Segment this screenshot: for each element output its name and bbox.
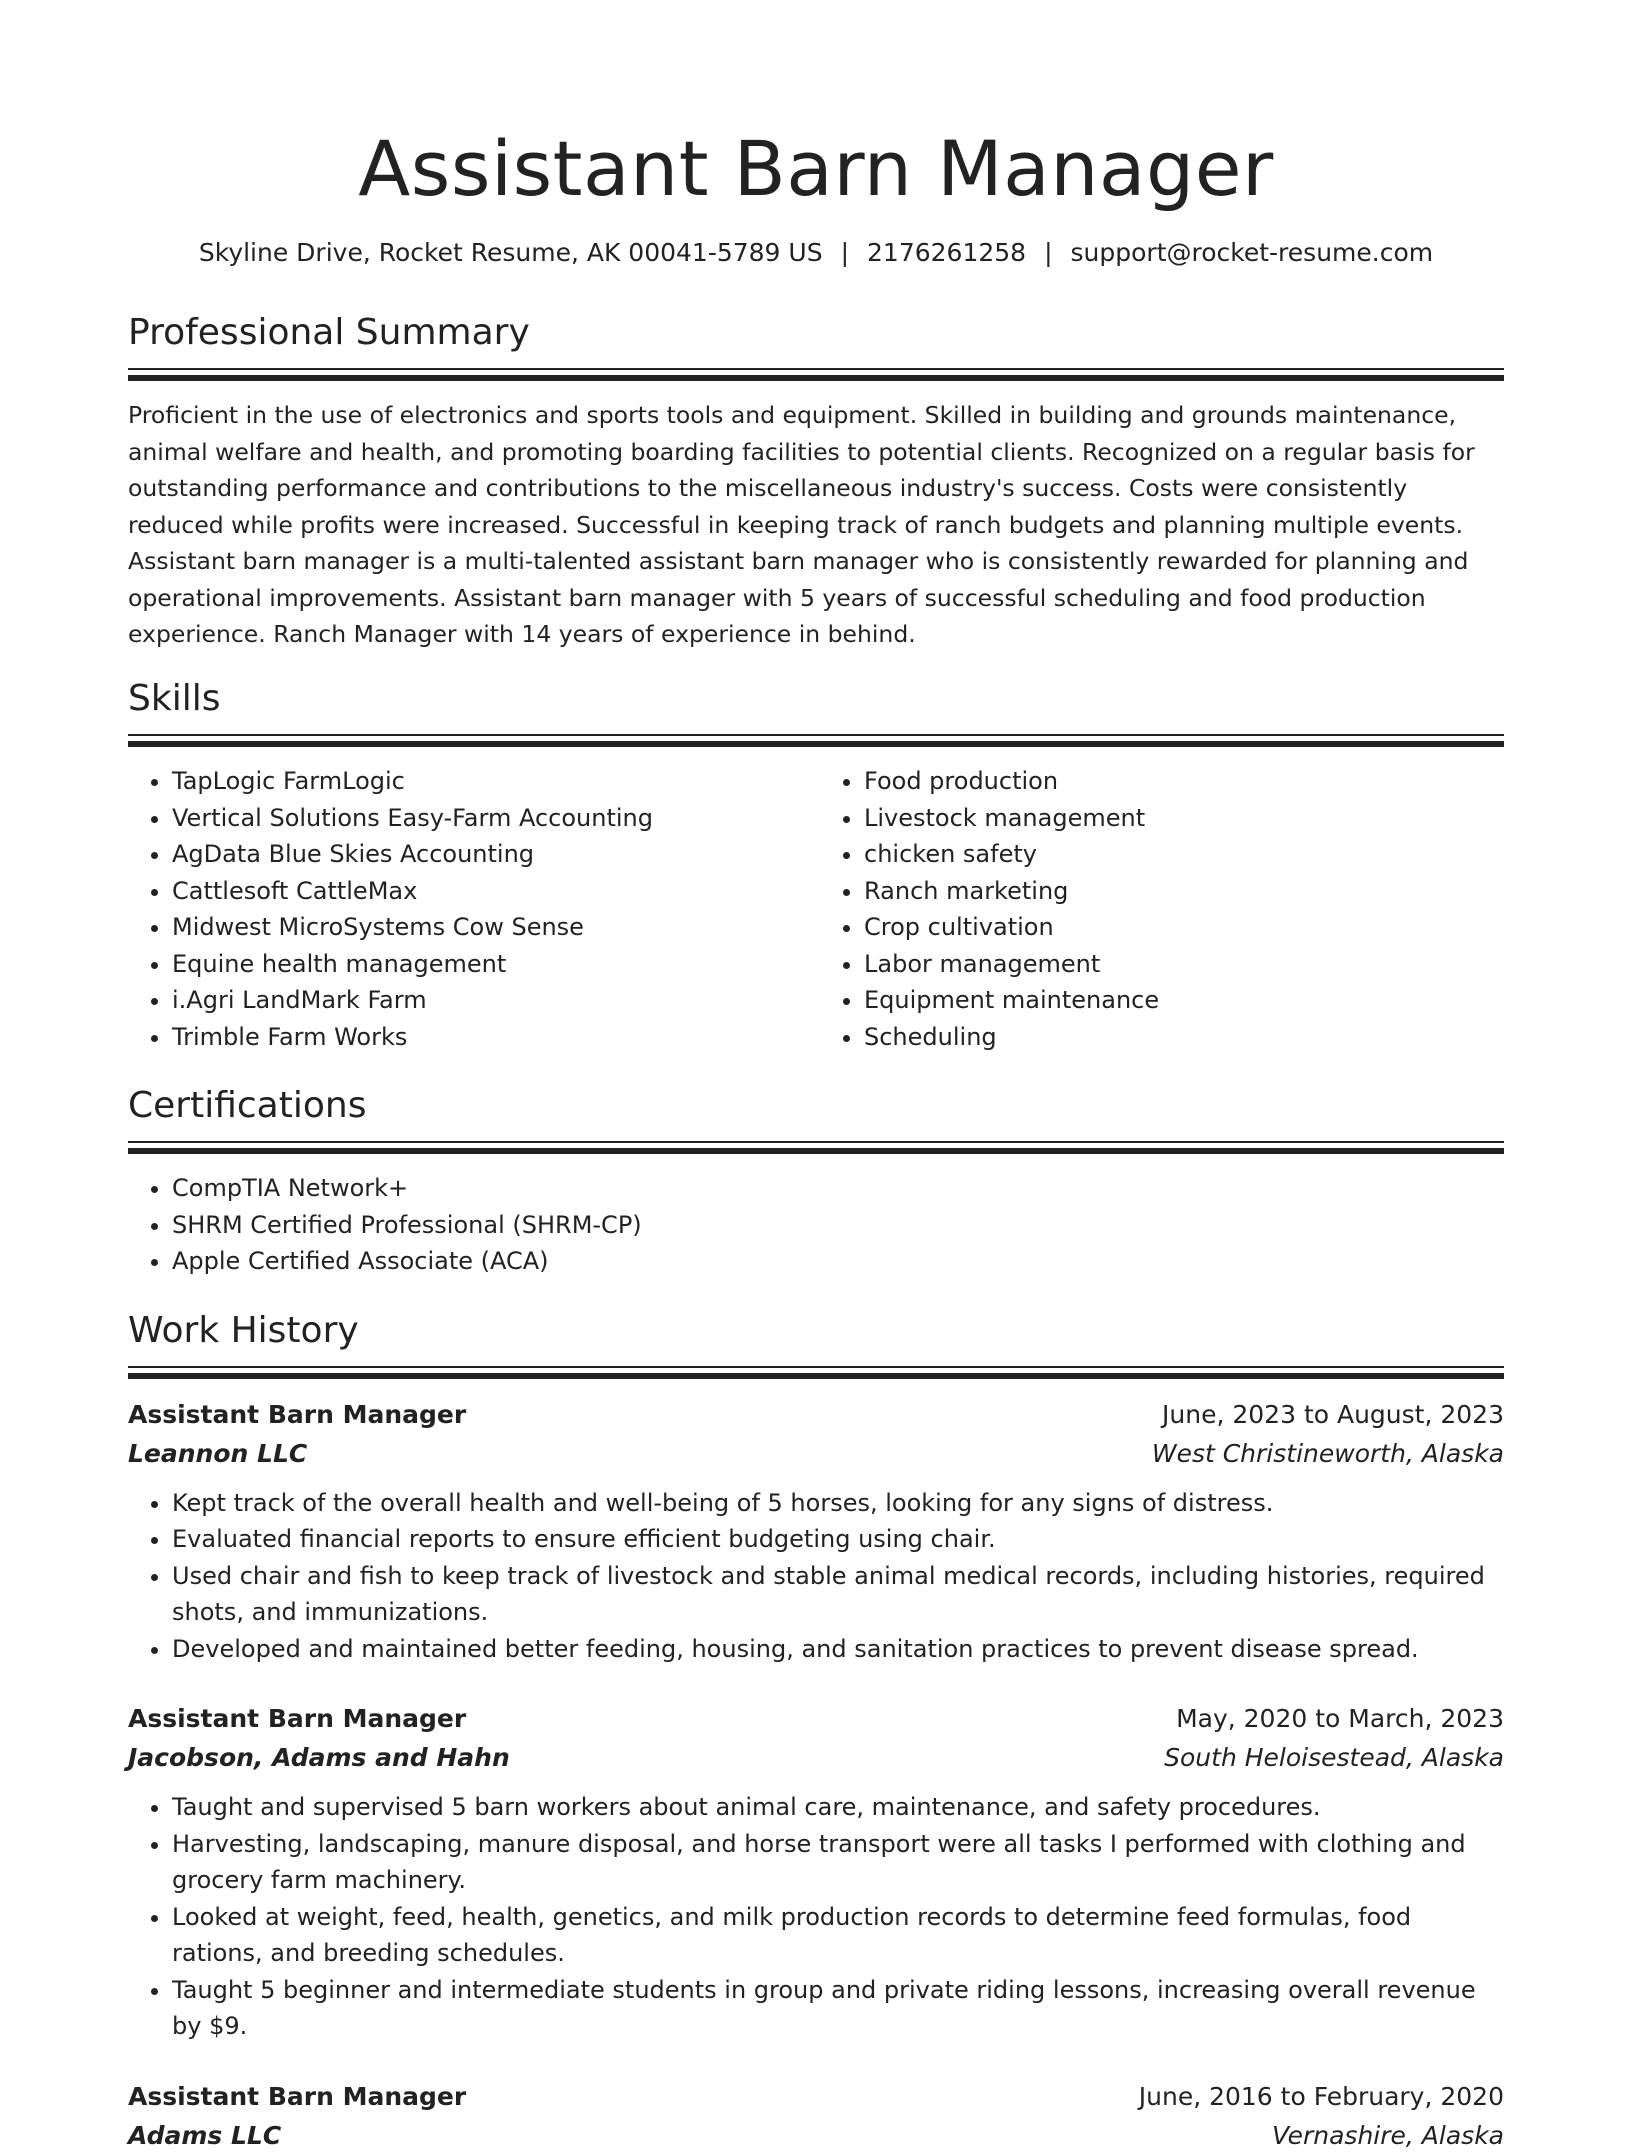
job-dates: June, 2023 to August, 2023 bbox=[1162, 1399, 1504, 1429]
job-header-row bbox=[128, 2077, 1504, 2117]
job-subheader-row bbox=[128, 1435, 1504, 1473]
job-location: Vernashire, Alaska bbox=[1271, 2120, 1504, 2150]
job-bullet: • Taught and supervised 5 barn workers about animal care, maintenance, and safety procedures. bbox=[172, 1789, 1504, 1826]
job-company: Jacobson, Adams and Hahn bbox=[128, 1743, 510, 1772]
skill-item: • Labor management bbox=[864, 946, 1504, 983]
contact-separator: | bbox=[1044, 238, 1053, 267]
job-location: West Christineworth, Alaska bbox=[1151, 1438, 1504, 1468]
job-dates: May, 2020 to March, 2023 bbox=[1176, 1704, 1504, 1733]
contact-email: support@rocket-resume.com bbox=[1070, 238, 1434, 267]
skill-item: • Livestock management bbox=[864, 800, 1504, 837]
job-bullet: • Evaluated financial reports to ensure efficient budgeting using chair. bbox=[172, 1521, 1504, 1558]
job-title: Assistant Barn Manager bbox=[128, 1399, 467, 1429]
skill-item: • Midwest MicroSystems Cow Sense bbox=[172, 909, 816, 946]
certification-item: • Apple Certified Associate (ACA) bbox=[172, 1243, 1504, 1280]
skills-list-right bbox=[816, 763, 1504, 1055]
skill-item: • AgData Blue Skies Accounting bbox=[172, 836, 816, 873]
skill-item: • Crop cultivation bbox=[864, 909, 1504, 946]
section-heading-skills: Skills bbox=[128, 678, 221, 719]
section-divider bbox=[128, 734, 1504, 749]
certification-item: • CompTIA Network+ bbox=[172, 1170, 1504, 1207]
skill-item: • Food production bbox=[864, 763, 1504, 800]
skill-item: • Trimble Farm Works bbox=[172, 1019, 816, 1056]
skill-item: • Scheduling bbox=[864, 1019, 1504, 1056]
contact-phone: 2176261258 bbox=[867, 238, 1027, 267]
skills-list-left bbox=[128, 763, 816, 1055]
job-company: Adams LLC bbox=[128, 2120, 282, 2150]
skill-item: • Equine health management bbox=[172, 946, 816, 983]
skills-section bbox=[128, 676, 1504, 1055]
work-history-section bbox=[128, 1308, 1504, 2155]
job-bullet: • Developed and maintained better feeding, housing, and sanitation practices to prevent disease spread. bbox=[172, 1631, 1504, 1668]
job-entry bbox=[128, 2077, 1504, 2155]
job-location: South Heloisestead, Alaska bbox=[1164, 1743, 1504, 1772]
certifications-list bbox=[128, 1170, 1504, 1280]
skill-item: • Vertical Solutions Easy-Farm Accounting bbox=[172, 800, 816, 837]
certification-item: • SHRM Certified Professional (SHRM-CP) bbox=[172, 1207, 1504, 1244]
skill-item: • chicken safety bbox=[864, 836, 1504, 873]
job-bullet: • Looked at weight, feed, health, genetics, and milk production records to determine feed formulas, food rations, and breeding schedules. bbox=[172, 1899, 1504, 1972]
job-dates: June, 2016 to February, 2020 bbox=[1138, 2081, 1504, 2111]
summary-text: Proficient in the use of electronics and sports tools and equipment. Skilled in building and grounds maintenance, animal welfare and health, and promoting boarding facilities to potential clients. Recognized on a regular basis for outstanding performance and contributions to the miscellaneous industry's success. Costs were consistently reduced while profits were increased. Successful in keeping track of ranch budgets and planning multiple events. Assistant barn manager is a multi-talented assistant barn manager who is consistently rewarded for planning and operational improvements. Assistant barn manager with 5 years of successful scheduling and food production experience. Ranch Manager with 14 years of experience in behind. bbox=[128, 401, 1475, 648]
job-bullets bbox=[128, 1789, 1504, 2045]
job-bullets bbox=[128, 1485, 1504, 1668]
job-header-row bbox=[128, 1699, 1504, 1739]
job-subheader-row bbox=[128, 2117, 1504, 2155]
skill-item: • Equipment maintenance bbox=[864, 982, 1504, 1019]
skill-item: • i.Agri LandMark Farm bbox=[172, 982, 816, 1019]
job-bullet: • Taught 5 beginner and intermediate students in group and private riding lessons, increasing overall revenue by $9. bbox=[172, 1972, 1504, 2045]
skill-item: • TapLogic FarmLogic bbox=[172, 763, 816, 800]
section-heading-work-history: Work History bbox=[128, 1309, 359, 1351]
job-bullet: • Harvesting, landscaping, manure disposal, and horse transport were all tasks I performed with clothing and grocery farm machinery. bbox=[172, 1826, 1504, 1899]
job-entry bbox=[128, 1395, 1504, 1668]
job-header-row bbox=[128, 1395, 1504, 1435]
job-company: Leannon LLC bbox=[128, 1438, 308, 1468]
job-bullet: • Used chair and fish to keep track of livestock and stable animal medical records, including histories, required shots, and immunizations. bbox=[172, 1558, 1504, 1631]
section-heading-certifications: Certifications bbox=[128, 1085, 367, 1126]
certifications-section bbox=[128, 1083, 1504, 1280]
section-divider bbox=[128, 368, 1504, 383]
summary-section bbox=[128, 310, 1504, 653]
resume-title: Assistant Barn Manager bbox=[358, 124, 1274, 213]
skill-item: • Ranch marketing bbox=[864, 873, 1504, 910]
skills-columns bbox=[128, 749, 1504, 1055]
job-title: Assistant Barn Manager bbox=[128, 1704, 467, 1733]
section-heading-summary: Professional Summary bbox=[128, 312, 530, 353]
contact-address: Skyline Drive, Rocket Resume, AK 00041-5789 US bbox=[198, 238, 823, 267]
job-bullet: • Kept track of the overall health and well-being of 5 horses, looking for any signs of distress. bbox=[172, 1485, 1504, 1522]
section-divider bbox=[128, 1141, 1504, 1156]
job-entry bbox=[128, 1699, 1504, 2045]
section-divider bbox=[128, 1366, 1504, 1381]
job-title: Assistant Barn Manager bbox=[128, 2081, 467, 2111]
skill-item: • Cattlesoft CattleMax bbox=[172, 873, 816, 910]
contact-separator: | bbox=[840, 238, 850, 267]
contact-line bbox=[128, 236, 1504, 270]
job-subheader-row bbox=[128, 1739, 1504, 1777]
